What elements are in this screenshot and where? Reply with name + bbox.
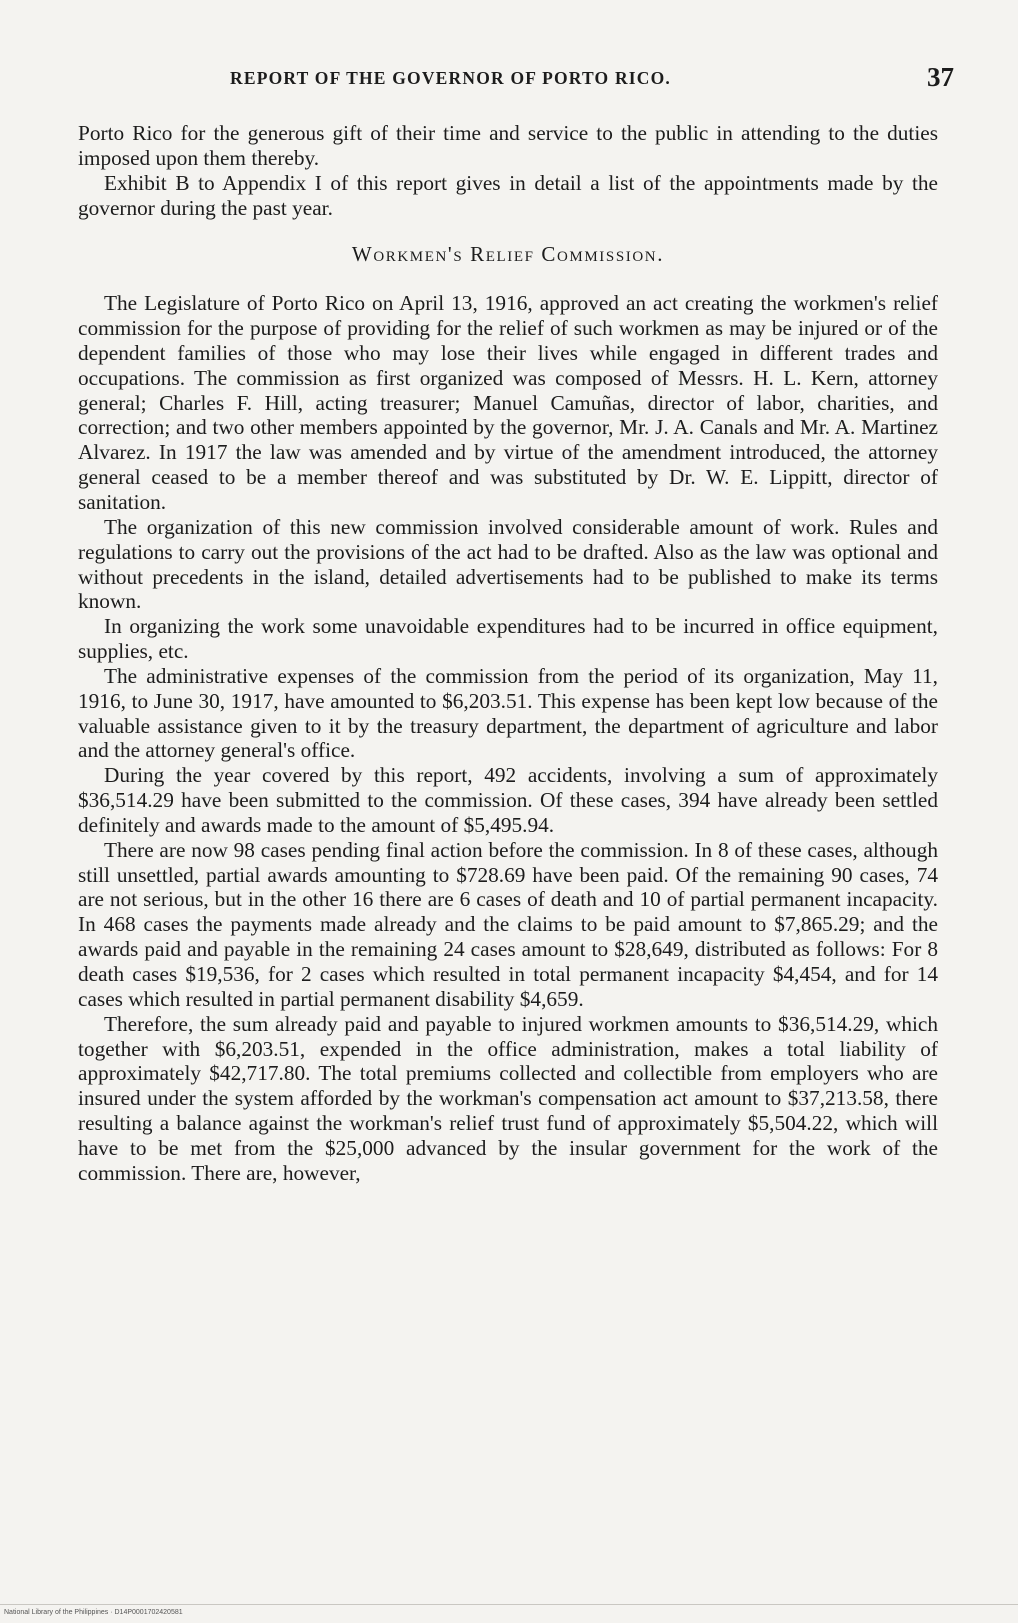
paragraph-exhibit-b: Exhibit B to Appendix I of this report gives in detail a list of the appointments made by the governor during the past year. xyxy=(78,170,938,220)
page-number: 37 xyxy=(927,62,954,92)
paragraph-total-liability: Therefore, the sum already paid and payable to injured workmen amounts to $36,514.29, which together with $6,203.51, expended in the office administration, makes a total liability of approximately $42,717.80. The total premiums collected and collectible from employers who are insured under the system afforded by the workman's compensation act amount to $37,213.58, there resulting a balance against the workman's relief trust fund of approximately $5,504.22, which will have to be met from the $25,000 advanced by the insular government for the work of the commission. There are, however, xyxy=(78,1011,938,1185)
running-title: REPORT OF THE GOVERNOR OF PORTO RICO. xyxy=(230,68,672,88)
paragraph-expenditures: In organizing the work some unavoidable expenditures had to be incurred in office equipment, supplies, etc. xyxy=(78,614,938,664)
footer-imprint: National Library of the Philippines · D14P0001702420581 xyxy=(4,1609,183,1616)
paragraph-organization: The organization of this new commission involved considerable amount of work. Rules and regulations to carry out the provisions of the act had to be drafted. Also as the law was optional and without precedents in the island, detailed advertisements had to be published to make its terms known. xyxy=(78,514,938,614)
paragraph-continuation: Porto Rico for the generous gift of their time and service to the public in attending to the duties imposed upon them thereby. xyxy=(78,121,938,170)
body-text xyxy=(78,121,938,1186)
running-header xyxy=(80,62,954,96)
paragraph-pending-cases: There are now 98 cases pending final action before the commission. In 8 of these cases, although still unsettled, partial awards amounting to $728.69 have been paid. Of the remaining 90 cases, 74 are not serious, but in the other 16 there are 6 cases of death and 10 of partial permanent incapacity. In 468 cases the payments made already and the claims to be paid amount to $7,865.29; and the awards paid and payable in the remaining 24 cases amount to $28,649, distributed as follows: For 8 death cases $19,536, for 2 cases which resulted in total permanent incapacity $4,454, and for 14 cases which resulted in partial permanent disability $4,659. xyxy=(78,837,938,1011)
paragraph-accidents: During the year covered by this report, 492 accidents, involving a sum of approximately $36,514.29 have been submitted to the commission. Of these cases, 394 have already been settled definitely and awards made to the amount of $5,495.94. xyxy=(78,763,938,837)
section-heading: Workmen's Relief Commission. xyxy=(351,242,665,267)
paragraph-administrative-expenses: The administrative expenses of the commission from the period of its organization, May 11, 1916, to June 30, 1917, have amounted to $6,203.51. This expense has been kept low because of the valuable assistance given to it by the treasury department, the department of agriculture and labor and the attorney general's office. xyxy=(78,663,938,763)
scan-edge-line xyxy=(0,1604,1018,1605)
paragraph-legislature-act: The Legislature of Porto Rico on April 13, 1916, approved an act creating the workmen's relief commission for the purpose of providing for the relief of such workmen as may be injured or of the dependent families of those who may lose their lives while engaged in different trades and occupations. The commission as first organized was composed of Messrs. H. L. Kern, attorney general; Charles F. Hill, acting treasurer; Manuel Camuñas, director of labor, charities, and correction; and two other members appointed by the governor, Mr. J. A. Canals and Mr. A. Martinez Alvarez. In 1917 the law was amended and by virtue of the amendment introduced, the attorney general ceased to be a member thereof and was substituted by Dr. W. E. Lippitt, director of sanitation. xyxy=(78,291,938,514)
